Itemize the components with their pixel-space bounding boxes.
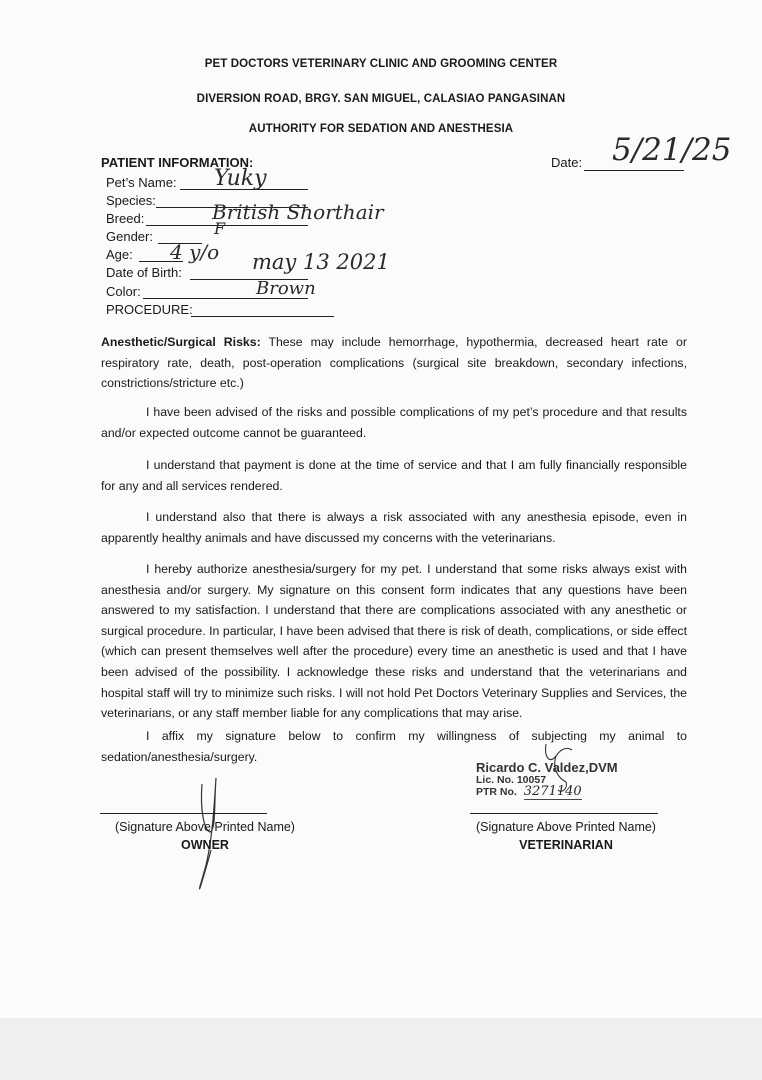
- vet-ptr-value: 3271140: [523, 784, 582, 799]
- pets-name-label: Pet’s Name:: [106, 175, 177, 190]
- owner-role-label: OWNER: [181, 838, 229, 852]
- breed-value: British Shorthair: [212, 200, 384, 224]
- dob-value: may 13 2021: [252, 250, 390, 274]
- procedure-label: PROCEDURE:: [106, 302, 193, 317]
- paragraph-advised: I have been advised of the risks and possible complications of my pet’s procedure and that results and/or expected outcome cannot be guaranteed.: [101, 405, 687, 440]
- procedure-line: [191, 316, 334, 317]
- paragraph-payment: I understand that payment is done at the time of service and that I am fully financially responsible for any and all services rendered.: [101, 458, 687, 493]
- patient-info-heading: PATIENT INFORMATION:: [101, 155, 254, 170]
- age-label: Age:: [106, 247, 133, 262]
- color-label: Color:: [106, 284, 141, 299]
- vet-license-number: Lic. No. 10057: [476, 774, 547, 786]
- clinic-name: PET DOCTORS VETERINARY CLINIC AND GROOMING CENTER: [204, 58, 558, 70]
- breed-line: [146, 225, 308, 226]
- form-title: AUTHORITY FOR SEDATION AND ANESTHESIA: [248, 123, 514, 135]
- gender-label: Gender:: [106, 229, 153, 244]
- date-label: Date:: [551, 155, 583, 170]
- vet-stamp-name: Ricardo C. Valdez,DVM: [476, 760, 618, 775]
- risks-text: These may include hemorrhage, hypothermia, decreased heart rate or respiratory rate, death, post-operation complications (surgical site breakdown, secondary infections, constrictions/stricture etc.): [101, 335, 687, 391]
- vet-signature-caption: (Signature Above Printed Name): [476, 820, 656, 834]
- date-line: [584, 170, 684, 171]
- species-label: Species:: [106, 193, 156, 208]
- risks-heading: Anesthetic/Surgical Risks:: [101, 335, 261, 349]
- paragraph-authorization: I hereby authorize anesthesia/surgery for my pet. I understand that some risks always exist with anesthesia and/or surgery. My signature on this consent form indicates that any questions have been answered to my satisfaction. I understand that there are complications associated with any anesthetic or surgical procedure. In particular, I have been advised that there is risk of death, complications, or side effect (which can present themselves well after the procedure) every time an anesthetic is used and that I have been advised of the possibility. I acknowledge these risks and understand that the veterinarians and hospital staff will try to minimize such risks. I will not hold Pet Doctors Veterinary Supplies and Services, the veterinarians, or any staff member liable for any complications that may arise.: [101, 562, 687, 721]
- breed-label: Breed:: [106, 211, 145, 226]
- date-value: 5/21/25: [612, 132, 732, 168]
- scan-bottom-margin: [0, 1018, 762, 1080]
- color-value: Brown: [256, 278, 316, 299]
- risks-paragraph: [101, 332, 687, 394]
- gender-value: F: [214, 219, 226, 238]
- owner-signature-caption: (Signature Above Printed Name): [115, 820, 295, 834]
- vet-signature-line: [470, 813, 658, 814]
- paragraph-affix-signature: I affix my signature below to confirm my willingness of subjecting my animal to sedation/anesthesia/surgery.: [101, 729, 687, 764]
- dob-label: Date of Birth:: [106, 265, 182, 280]
- vet-signature: [538, 738, 608, 798]
- pets-name-value: Yuky: [214, 166, 267, 191]
- paragraph-risk-episode: I understand also that there is always a risk associated with any anesthesia episode, even in apparently healthy animals and have discussed my concerns with the veterinarians.: [101, 510, 687, 545]
- age-value: 4 y/o: [170, 240, 220, 264]
- vet-role-label: VETERINARIAN: [519, 838, 613, 852]
- owner-signature-line: [100, 813, 267, 814]
- clinic-address: DIVERSION ROAD, BRGY. SAN MIGUEL, CALASIAO PANGASINAN: [196, 93, 566, 105]
- vet-ptr-label: PTR No.: [476, 786, 517, 798]
